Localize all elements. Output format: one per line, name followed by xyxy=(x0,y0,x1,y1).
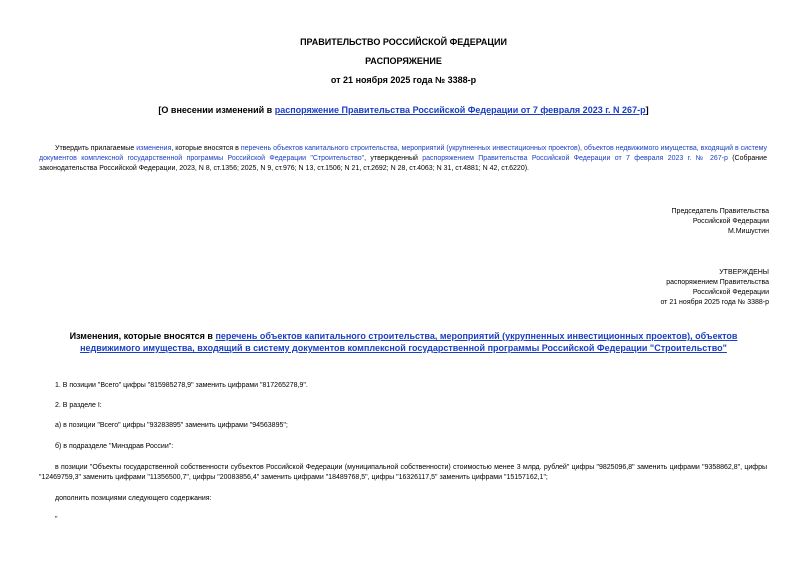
title-prefix: [О внесении изменений в xyxy=(158,105,275,115)
body-text: Утвердить прилагаемые xyxy=(55,145,137,152)
approval-date: от 21 ноября 2025 года № 3388-р xyxy=(660,299,769,306)
signature-position: Председатель Правительства xyxy=(671,208,769,215)
item-2a: а) в позиции "Всего" цифры "93283895" заменить цифрами "94563895"; xyxy=(55,422,288,429)
body-text: (Собрание законодательства Российской Федерации, 2023, N 8, ст.1356; 2025, N 9, ст.976; N 13, ст.1506; N 21, ст.2692; N 28, ст.4063; N 31, ст.4881; N 42, ст.6220). xyxy=(39,155,767,172)
approval-block xyxy=(660,268,769,308)
body-text: , которые вносятся в xyxy=(171,145,241,152)
changes-link[interactable]: изменения xyxy=(136,145,172,152)
item-2: 2. В разделе I: xyxy=(55,402,102,409)
changes-heading xyxy=(40,330,767,354)
document-date-number: от 21 ноября 2025 года № 3388-р xyxy=(330,75,477,85)
signature-name: М.Мишустин xyxy=(727,228,769,235)
document-title xyxy=(0,105,807,115)
list-link[interactable]: перечень объектов капитального строительства, мероприятий (укрупненных инвестиционных проектов), объектов недвижимого имущества, входящий в систему документов комплексной государственной программы Российской Федерации "Строительство" xyxy=(39,145,767,162)
item-quote: " xyxy=(55,516,58,523)
item-2b: б) в подразделе "Минздрав России": xyxy=(55,443,174,450)
government-heading: ПРАВИТЕЛЬСТВО РОССИЙСКОЙ ФЕДЕРАЦИИ xyxy=(300,37,507,47)
approval-country: Российской Федерации xyxy=(692,289,769,296)
body-paragraph xyxy=(39,144,767,174)
item-1: 1. В позиции "Всего" цифры "815985278,9" заменить цифрами "817265278,9". xyxy=(55,382,308,389)
signature-country: Российской Федерации xyxy=(692,218,769,225)
signature-block xyxy=(672,207,769,237)
decree-link[interactable]: распоряжением Правительства Российской Федерации от 7 февраля 2023 г. № 267-р xyxy=(422,155,728,162)
approval-by: распоряжением Правительства xyxy=(666,279,769,286)
approval-label: УТВЕРЖДЕНЫ xyxy=(719,269,769,276)
changes-heading-prefix: Изменения, которые вносятся в xyxy=(69,331,216,341)
item-2b-text: в позиции "Объекты государственной собственности субъектов Российской Федерации (муниципальной собственности) стоимостью менее 3 млрд. рублей" цифры "9825096,8" заменить цифрами "9358862,8", цифры "12469759,3" заменить цифрами "11356500,7", цифры "20083856,4" заменить цифрами "18489768,5", цифры "16326117,5" заменить цифрами "15157162,1"; xyxy=(39,464,767,481)
body-text: , утвержденный xyxy=(364,155,423,162)
title-link[interactable]: распоряжение Правительства Российской Федерации от 7 февраля 2023 г. N 267-р xyxy=(274,105,646,115)
item-add: дополнить позициями следующего содержания: xyxy=(55,495,212,502)
changes-heading-link[interactable]: перечень объектов капитального строительства, мероприятий (укрупненных инвестиционных проектов), объектов недвижимого имущества, входящий в систему документов комплексной государственной программы Российской Федерации "Строительство" xyxy=(80,331,738,353)
title-suffix: ] xyxy=(645,105,649,115)
document-type: РАСПОРЯЖЕНИЕ xyxy=(365,56,442,66)
